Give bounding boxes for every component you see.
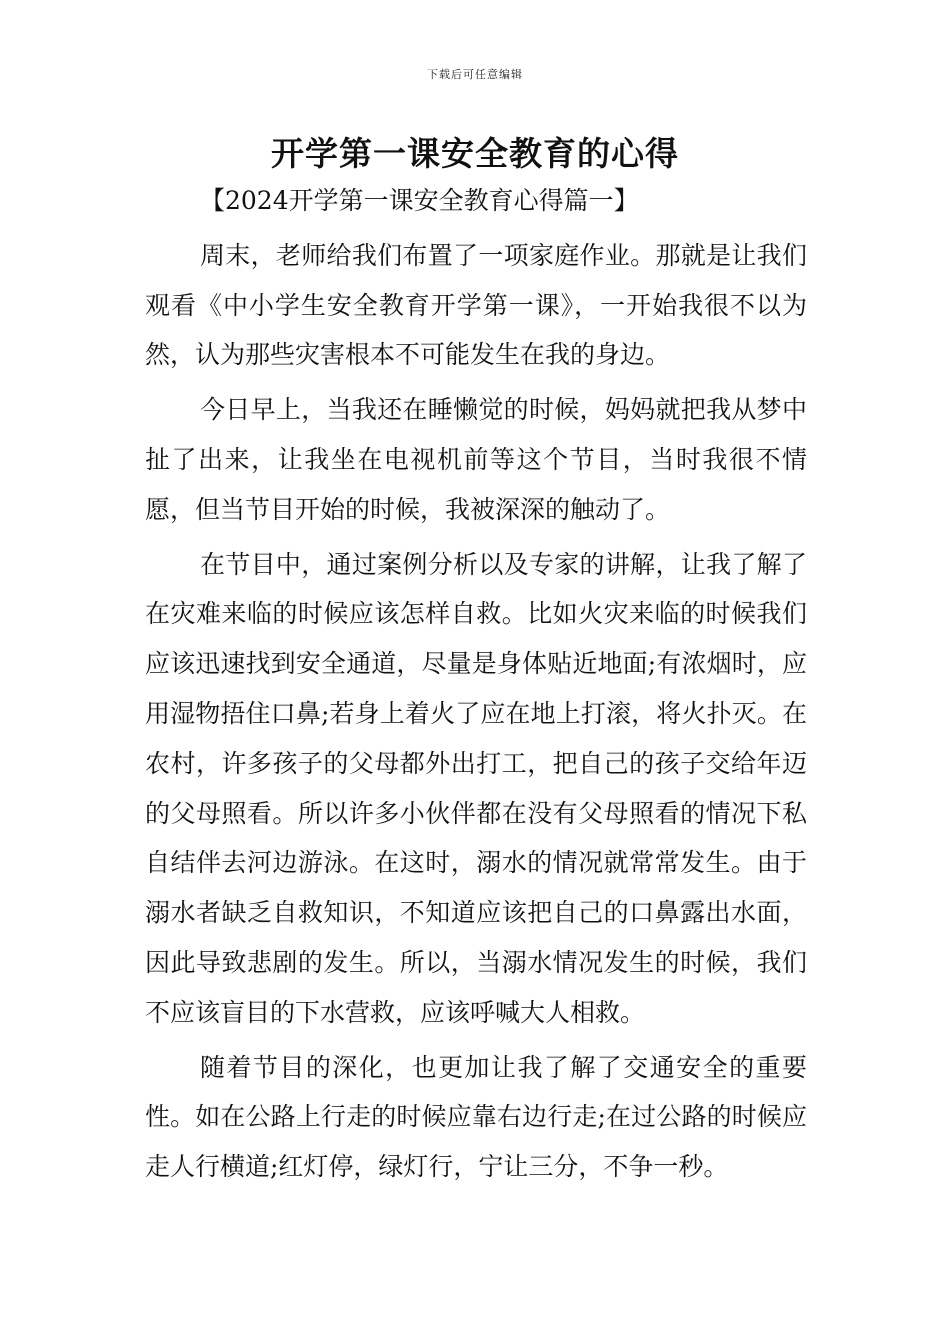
paragraph: 随着节目的深化，也更加让我了解了交通安全的重要性。如在公路上行走的时候应靠右边行走;在过公路的时候应走人行横道;红灯停，绿灯行，宁让三分，不争一秒。 xyxy=(145,1052,807,1182)
paragraph: 周末，老师给我们布置了一项家庭作业。那就是让我们观看《中小学生安全教育开学第一课》，一开始我很不以为然，认为那些灾害根本不可能发生在我的身边。 xyxy=(145,240,807,370)
section-heading: 【2024开学第一课安全教育心得篇一】 xyxy=(200,186,639,215)
document-title: 开学第一课安全教育的心得 xyxy=(271,134,679,173)
paragraph: 今日早上，当我还在睡懒觉的时候，妈妈就把我从梦中扯了出来，让我坐在电视机前等这个节目，当时我很不情愿，但当节目开始的时候，我被深深的触动了。 xyxy=(145,395,807,524)
paragraph: 在节目中，通过案例分析以及专家的讲解，让我了解了在灾难来临的时候应该怎样自救。比如火灾来临的时候我们应该迅速找到安全通道，尽量是身体贴近地面;有浓烟时，应用湿物捂住口鼻;若身上着火了应在地上打滚，将火扑灭。在农村，许多孩子的父母都外出打工，把自己的孩子交给年迈的父母照看。所以许多小伙伴都在没有父母照看的情况下私自结伴去河边游泳。在这时，溺水的情况就常常发生。由于溺水者缺乏自救知识，不知道应该把自己的口鼻露出水面，因此导致悲剧的发生。所以，当溺水情况发生的时候，我们不应该盲目的下水营救，应该呼喊大人相救。 xyxy=(145,549,807,1027)
document-body xyxy=(145,176,807,1192)
header-note: 下载后可任意编辑 xyxy=(427,68,523,81)
